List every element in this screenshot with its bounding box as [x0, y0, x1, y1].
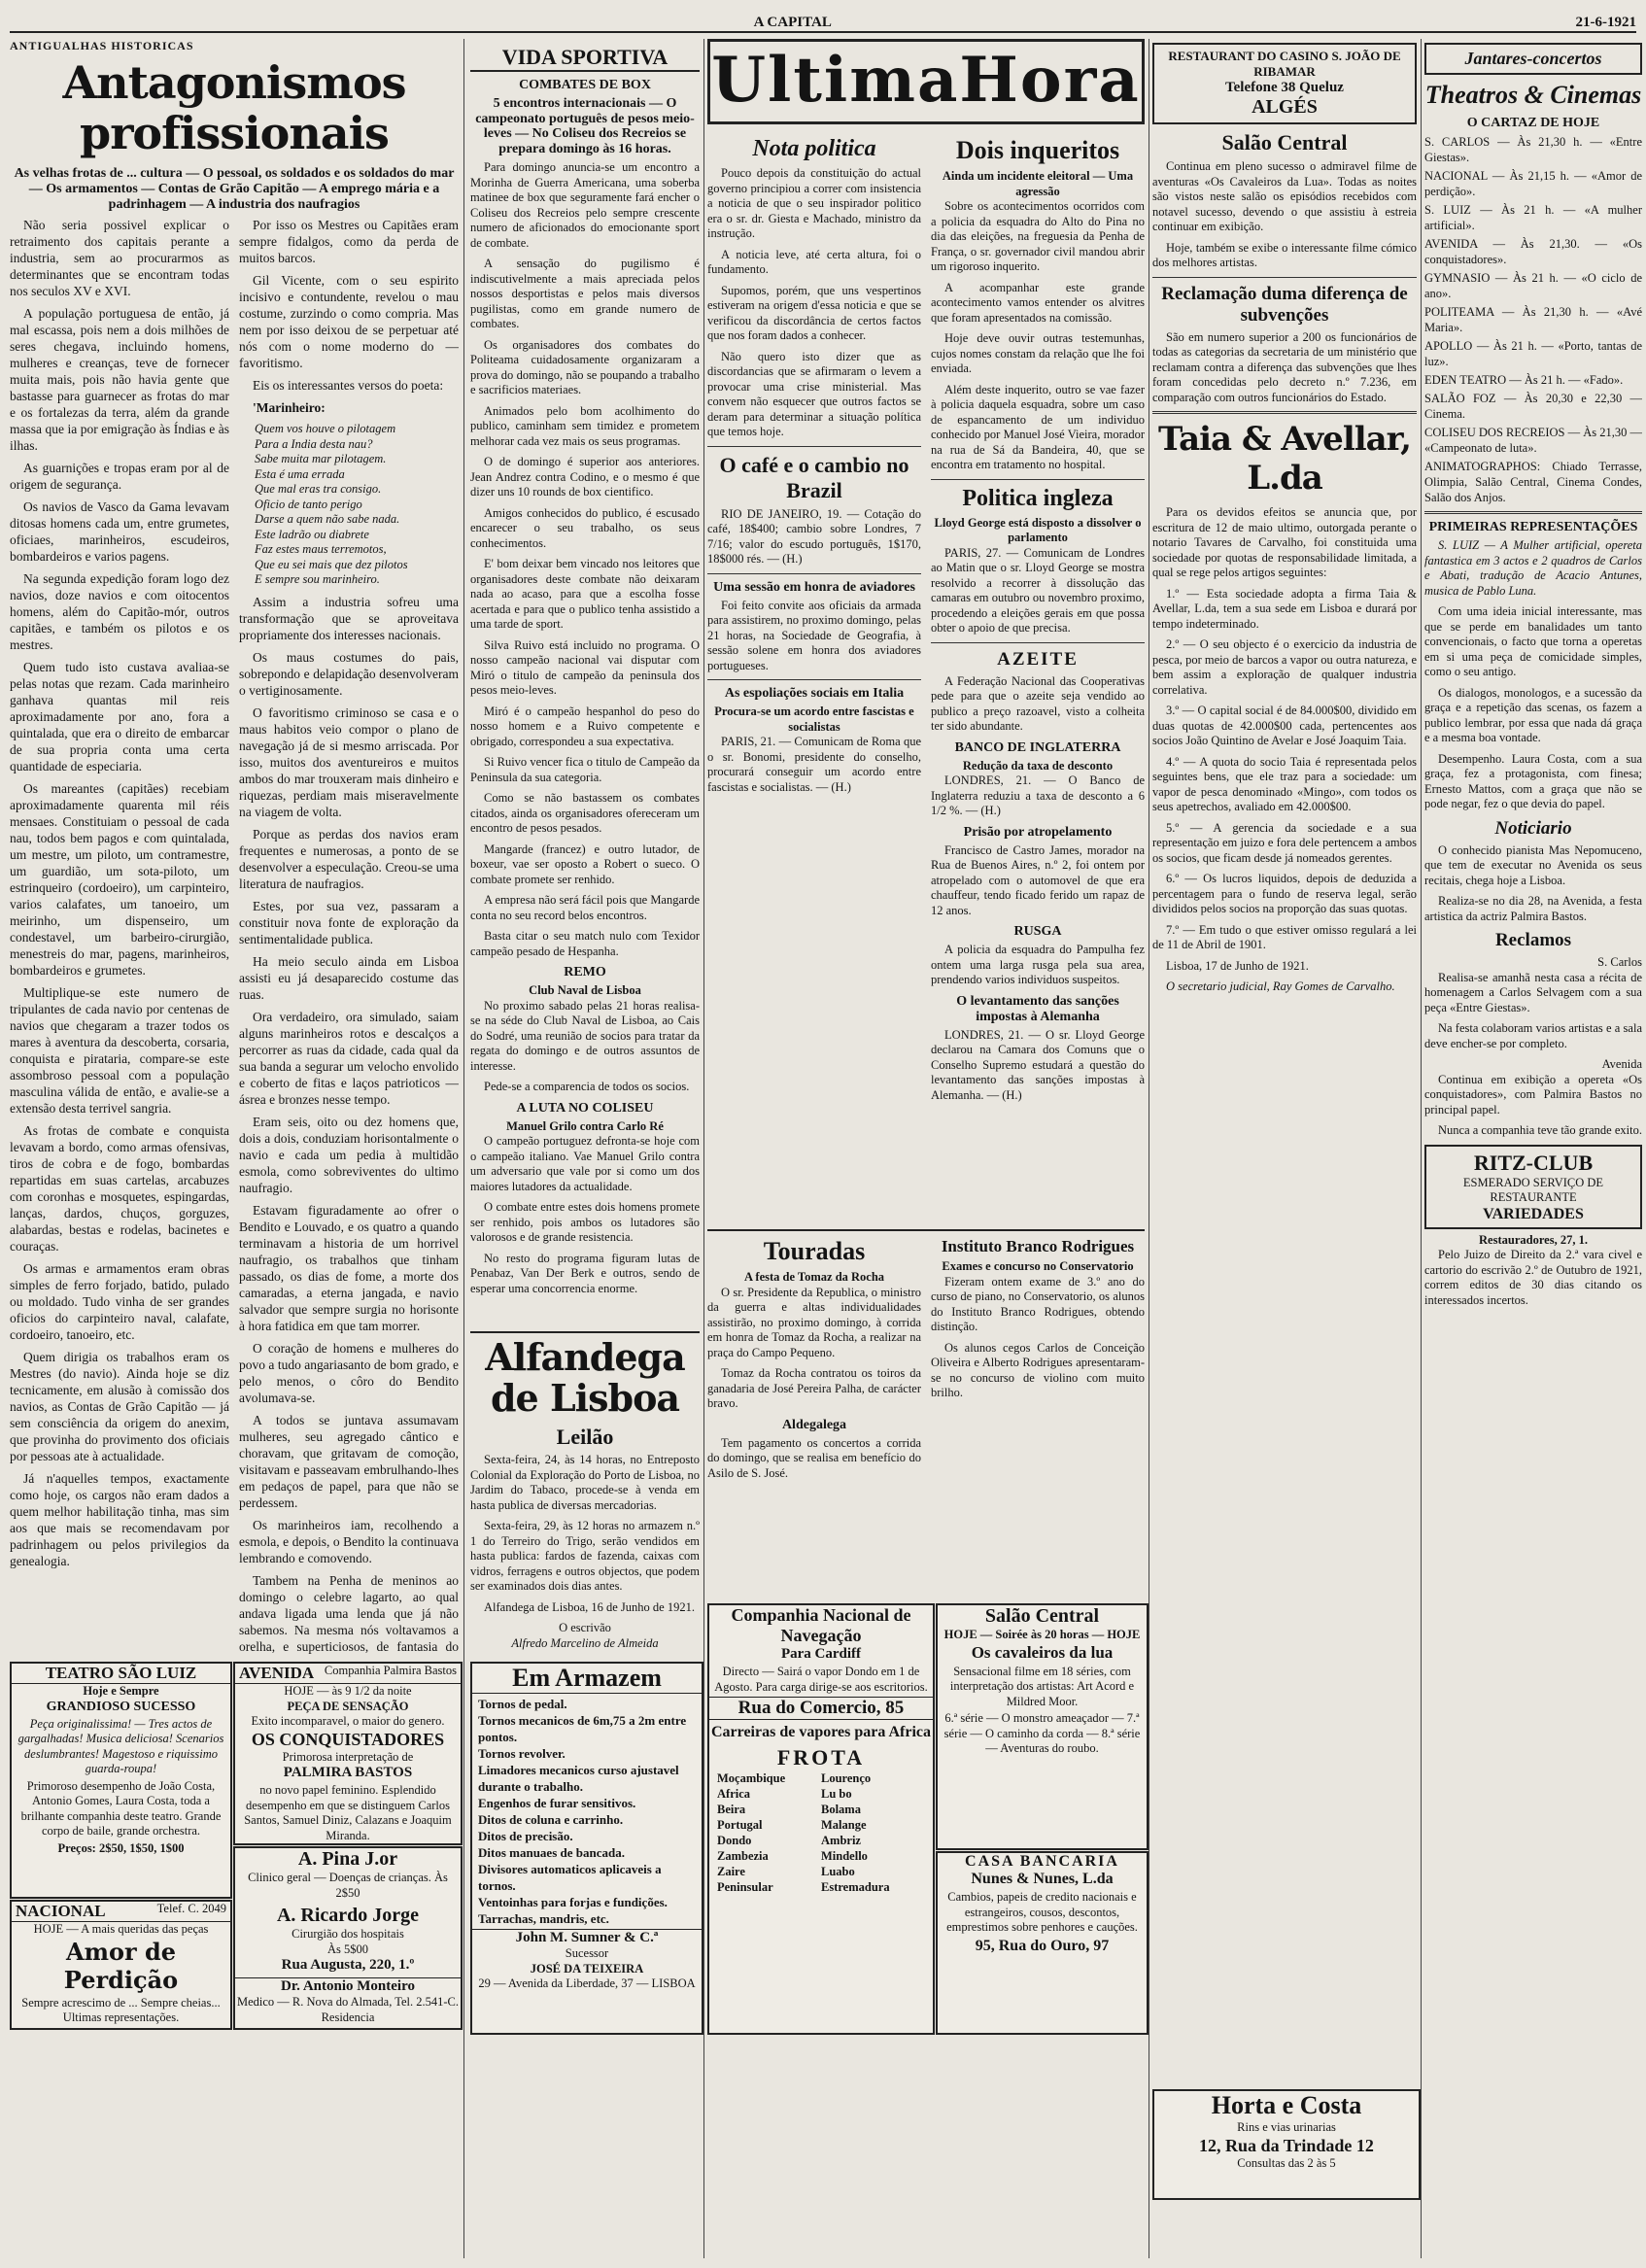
ad-hours: Consultas das 2 às 5	[1237, 2155, 1336, 2170]
headline: Reclamos	[1494, 930, 1572, 950]
paragraph: 2.º — O seu objecto é o exercicio da industria de pesca, por meio de barcos a vapor ou outra natureza, e bem assim a exploração de qualquer industria correlativa.	[1152, 637, 1417, 697]
armazem-ad	[470, 1662, 703, 2035]
subheadline: Ainda um incidente eleitoral — Uma agressão	[942, 169, 1134, 198]
subheadline: Manuel Grilo contra Carlo Ré	[506, 1118, 664, 1133]
headline: AZEITE	[997, 648, 1079, 670]
paragraph: RIO DE JANEIRO, 19. — Cotação do café, 18$400; cambio sobre Londres, 7 7/16; valor do escudo português, 1$170, 18$000 rés. — (H.)	[707, 506, 921, 566]
alfandega-notice	[470, 1331, 700, 1654]
headline: A LUTA NO COLISEU	[516, 1100, 654, 1116]
paragraph: Lisboa, 17 de Junho de 1921.	[1166, 958, 1309, 973]
paragraph: Para os devidos efeitos se anuncia que, por escritura de 12 de maio ultimo, outorgada perante o notario Tavares de Carvalho, foi constituida uma sociedade por quotas de responsabilidade limitada, a qual se rege pelos artigos seguintes:	[1152, 505, 1417, 579]
ad-title: AVENIDA	[239, 1664, 315, 1682]
verse-title: 'Marinheiro:	[253, 400, 326, 415]
paragraph: Pelo Juizo de Direito da 2.ª vara civel e cartorio do escrivão 2.º de Outubro de 1921, correm editos de 30 dias citando os interessados incertos.	[1424, 1248, 1642, 1307]
paragraph: Porque as perdas dos navios eram frequentes e numerosas, a ponto de se desenvolver a especulação. Creou-se uma literatura de naufragios.	[239, 826, 459, 891]
ship-name: Portugal	[717, 1818, 763, 1832]
ship-name: Estremadura	[821, 1880, 890, 1894]
navegacao-ad	[707, 1603, 935, 2035]
listing-item: POLITEAMA — Às 21,30 h. — «Avé Maria».	[1424, 305, 1642, 334]
ship-name: Zambezia	[717, 1849, 769, 1863]
paragraph: 5.º — A gerencia da sociedade e a sua representação em juizo e fora dele pertencem a ambos os socios, que ficam desde já nomeados gerentes.	[1152, 820, 1417, 865]
listing-item: S. CARLOS — Às 21,30 h. — «Entre Giestas».	[1424, 135, 1642, 164]
ship-name: Mindello	[821, 1849, 868, 1863]
stock-item: Ditos de coluna e carrinho.	[478, 1812, 624, 1827]
doctor-name: Dr. Antonio Monteiro	[235, 1977, 461, 1995]
paragraph: O favoritismo criminoso se casa e o maus habitos veio compor o plano de navegação já de si mesmo arriscada. Por isso, muitos dos aventureiros e muitos ambos do mar trouxeram mais dinheiro e riquezas, perdiam mais miseravelmente na viagem de volta.	[239, 704, 459, 819]
ship-name: Malange	[821, 1818, 867, 1832]
listing-item: APOLLO — Às 21 h. — «Porto, tantas de luz».	[1424, 339, 1642, 368]
casino-ad	[1152, 43, 1417, 124]
headline: Aldegalega	[781, 1417, 847, 1432]
ad-title: Em Armazem	[472, 1664, 702, 1694]
ad-text: Cambios, papeis de credito nacionais e estrangeiros, cousos, descontos, emprestimos sobre penhores e cauções.	[946, 1890, 1138, 1934]
paragraph: Desempenho. Laura Costa, com a sua graça, fez a protagonista, com finesa; Ernesto Mattos, com a graça que não se pode negar, fez o que devia do papel.	[1424, 751, 1642, 810]
ship-name: Dondo	[717, 1834, 752, 1847]
masthead-date: 21-6-1921	[1575, 15, 1636, 30]
nacional-ad	[10, 1900, 232, 2030]
paragraph: Não seria possivel explicar o retraimento dos capitais perante a industria, sem ao procurarmos as determinantes que se encontram todas nos seculos XV e XVI.	[10, 218, 229, 298]
paragraph: Com uma ideia inicial interessante, mas que se perde em banalidades um tanto convencionais, o facto que torna a operetas em si uma peça de comicidade simples, como o seu antigo.	[1424, 604, 1642, 678]
paragraph: LONDRES, 21. — O Banco de Inglaterra reduziu a taxa de desconto a 6 1/2 %. — (H.)	[931, 773, 1145, 817]
masthead-title: A CAPITAL	[753, 15, 832, 30]
headline: Dois inqueritos	[955, 136, 1120, 164]
listing-item: AVENIDA — Às 21,30. — «Os conquistadores».	[1424, 237, 1642, 266]
ad-show: Os cavaleiros da lua	[971, 1642, 1114, 1662]
ad-text: Primoroso desempenho de João Costa, Antonio Gomes, Laura Costa, toda a brilhante companhia deste teatro. Grande corpo de baile, grande orchestra.	[20, 1778, 222, 1838]
stock-item: Limadores mecanicos curso ajustavel durante o trabalho.	[478, 1763, 679, 1794]
paragraph: Pede-se a comparencia de todos os socios.	[484, 1080, 690, 1093]
subheadline: A festa de Tomaz da Rocha	[743, 1270, 885, 1284]
headline: O café e o cambio no Brazil	[719, 452, 909, 502]
doctors-ad	[233, 1846, 463, 2030]
sport-section	[470, 39, 700, 1458]
ultima-hora-section	[707, 39, 1145, 1224]
headline: COMBATES DE BOX	[519, 78, 651, 92]
ship-name: Africa	[717, 1787, 751, 1801]
column-four	[1152, 39, 1417, 2245]
headline: Touradas	[763, 1237, 866, 1265]
ad-text: Sempre acrescimo de ... Sempre cheias... Ultimas representações.	[21, 1995, 221, 2024]
ad-line: Exito incomparavel, o maior do genero.	[251, 1714, 445, 1728]
listing-item: S. LUIZ — Às 21 h. — «A mulher artificial».	[1424, 203, 1642, 232]
paragraph: Estavam figuradamente ao ofrer o Bendito e Louvado, e os quatro a quando terminavam a historia de um horrivel naufragio, os trabalhos que tinham passado, os dias de fome, a morte dos camaradas, a eterna jangada, e navio salvador que sempre surgia no horisonte à hora fatidica em que tam morrer.	[239, 1202, 459, 1333]
paragraph: Animados pelo bom acolhimento do publico, caminham sem timidez e prometem melhorar cada vez mais os seus programas.	[470, 403, 700, 448]
ad-firm: John M. Sumner & C.ª	[472, 1929, 702, 1946]
paragraph: O coração de homens e mulheres do povo a tudo angariasanto de bom grado, e pelo menos, o côro do Bendito avolumava-se.	[239, 1340, 459, 1405]
paragraph: 3.º — O capital social é de 84.000$00, dividido em duas quotas de 42.000$00 cada, pertencentes aos socios João Quintino de Avelar e José Joaquim Taia.	[1152, 704, 1417, 747]
stock-item: Tarrachas, mandris, etc.	[478, 1911, 609, 1926]
section-subtitle: O CARTAZ DE HOJE	[1466, 116, 1600, 130]
doctor-info: Clinico geral — Doenças de crianças. Às 2$50	[248, 1871, 448, 1900]
ad-line: HOJE — Soirée às 20 horas — HOJE	[943, 1628, 1141, 1641]
paragraph: Como se não bastassem os combates citados, ainda os organisadores ofereceram um encontro de pesos pesados.	[470, 791, 700, 835]
paragraph: O campeão portuguez defronta-se hoje com o campeão italiano. Vae Manuel Grilo contra um adversario que vale por si como um dos maiores lutadores da actualidade.	[470, 1134, 700, 1193]
paragraph: 1.º — Esta sociedade adopta a firma Taia & Avellar, L.da, tem a sua sede em Lisboa e durará por tempo indeterminado.	[1152, 586, 1417, 631]
headline: As espoliações sociais em Italia	[724, 686, 905, 701]
ad-lines: Carreiras de vapores para Africa	[710, 1724, 932, 1740]
ad-desc: Peça originalissima! — Tres actos de gargalhadas! Musica deliciosa! Scenarios deslumbrantes! Magestoso e riquissimo guarda-roupa!	[17, 1716, 224, 1775]
paragraph: E' bom deixar bem vincado nos leitores que organisadores deste combate não deixaram nada ao acaso, para que a escolha fosse acertada e para que o publico tenha assistido a uma tarde de sport.	[470, 557, 700, 631]
listing-item: ANIMATOGRAPHOS: Chiado Terrasse, Olimpia, Salão Central, Cinema Condes, Salão dos Anjos.	[1424, 460, 1642, 504]
ad-title: TEATRO SÃO LUIZ	[12, 1664, 230, 1684]
frota-table	[709, 1770, 933, 1895]
paragraph: 4.º — A quota do socio Taia é representada pelos seguintes bens, que ele traz para a sociedade: um vapor de pesca denominado «Mingo», com todos os seus apetrechos, avaliado em 42.000$00.	[1152, 754, 1417, 813]
ad-title: RESTAURANT DO CASINO S. JOÃO DE RIBAMAR	[1168, 49, 1401, 79]
paragraph: As guarnições e tropas eram por al de origem de segurança.	[10, 461, 229, 492]
subheadline: S. Carlos	[1597, 955, 1642, 969]
listing-item: GYMNASIO — Às 21 h. — «O ciclo de ano».	[1424, 271, 1642, 300]
headline: Uma sessão em honra de aviadores	[713, 579, 915, 595]
stock-item: Tornos revolver.	[478, 1746, 566, 1761]
headline: Politica ingleza	[962, 485, 1114, 511]
paragraph: Quem tudo isto custava avaliaa-se pelas notas que rezam. Cada marinheiro ganhava quantas mil reis aproximadamente por ano, fora a quintalada, que era o direito de embarcar de sua propria conta uma certa quantidade de especiaria.	[10, 660, 229, 773]
ad-text: Directo — Sairá o vapor Dondo em 1 de Agosto. Para carga dirige-se aos escritorios.	[714, 1665, 928, 1694]
notice-date: Alfandega de Lisboa, 16 de Junho de 1921.	[484, 1599, 695, 1614]
paragraph: Realisa-se amanhã nesta casa a récita de homenagem a Carlos Selvagem com a sua peça «Entre Giestas».	[1424, 970, 1642, 1014]
section-title: VIDA SPORTIVA	[470, 45, 700, 72]
paragraph: Continua em exibição a opereta «Os conquistadores», com Palmira Bastos no principal papel.	[1424, 1072, 1642, 1117]
stock-item: Tornos mecanicos de 6m,75 a 2m entre pontos.	[478, 1713, 687, 1744]
ad-title: Companhia Nacional de Navegação	[731, 1605, 911, 1645]
ad-show: Amor de Perdição	[63, 1937, 179, 1994]
ad-today: HOJE — às 9 1/2 da noite	[284, 1684, 412, 1698]
paragraph: Eis os interessantes versos do poeta:	[253, 378, 444, 393]
paragraph: Os dialogos, monologos, e a sucessão da graça e a repetição das scenas, os fazem a publico lembrar, por essa que nada dá graça e a mesma boa vontade.	[1424, 685, 1642, 744]
ad-line: VARIEDADES	[1483, 1205, 1584, 1222]
paragraph: Os mareantes (capitães) recebiam aproximadamente quarenta mil réis mensaes. Constituiam o pessoal de cada nau, todos bem pagos e com quintalada, um mestre, um piloto, um contramestre, um guardião, um sota-piloto, um estrinqueiro (cordoeiro), um carpinteiro, varios calafates, um tanoeiro, um meirinho, um dispenseiro, um condestavel, um barbeiro-cirurgião, menestreis do mar, pagens, marinheiros, bombardeiros e grumetes.	[10, 781, 229, 978]
doctor-info: Cirurgião dos hospitais	[291, 1927, 404, 1941]
paragraph: Já n'aquelles tempos, exactamente como hoje, os cargos não eram dados a quem melhor habilitação tinha, mas sim aos que mais se recomendavam por padrinhagem ou pelos privilegios da genealogia.	[10, 1471, 229, 1568]
doctor-address: Rua Augusta, 220, 1.º	[281, 1957, 415, 1973]
headline: Noticiario	[1494, 817, 1572, 839]
paragraph: São em numero superior a 200 os funcionários de todas as categorias da secretaria de um ministério que reclamam contra a diferença das subvenções que lhes foram concedidas pelo decreto n.º 7.236, em comparação com outros funcionários do Estado.	[1152, 329, 1417, 404]
stock-item: Divisores automaticos aplicaveis a tornos.	[478, 1862, 662, 1893]
listing-item: COLISEU DOS RECREIOS — Às 21,30 — «Campeonato de luta».	[1424, 426, 1642, 455]
paragraph: Amigos conhecidos do publico, é escusado encarecer o seu trabalho, os seus conhecimentos.	[470, 505, 700, 550]
notice-subtitle: Leilão	[556, 1425, 614, 1449]
article-subtitle: As velhas frotas de ... cultura — O pessoal, os soldados e os soldados do mar — Os armamentos — Contas de Grão Capitão — A emprego mária e a padrinhagem — A industria dos naufragios	[14, 166, 455, 212]
paragraph: Pouco depois da constituição do actual governo principiou a correr com insistencia a noticia de que o seu inspirador politico era o sr. dr. Giesta e Machado, ministro da instrução.	[707, 166, 921, 240]
casa-bancaria-ad	[936, 1851, 1149, 2035]
notice-title: Alfandega	[485, 1335, 685, 1379]
paragraph: Francisco de Castro James, morador na Rua de Buenos Aires, n.º 2, foi ontem por atropelado com o automovel de que era chauffeur, tendo ficado ferido um rapaz de 12 anos.	[931, 842, 1145, 917]
headline: BANCO DE INGLATERRA	[954, 739, 1121, 755]
paragraph: 6.º — Os lucros liquidos, depois de deduzida a percentagem para o fundo de reserva legal, serão divididos pelos socios na proporção das suas quotas.	[1152, 872, 1417, 915]
paragraph: O conhecido pianista Mas Nepomuceno, que tem de executar no Avenida os seus recitais, chega hoje a Lisboa.	[1424, 842, 1642, 887]
paragraph: PARIS, 27. — Comunicam de Londres ao Matin que o sr. Lloyd George se mostra resolvido a recorrer à dissolução das camaras em outubro ou novembro proximo, procedendo a eleições gerais em que possa obter o apoio de que precisa.	[931, 545, 1145, 635]
paragraph: Ora verdadeiro, ora simulado, saiam alguns marinheiros rotos e descalços a percorrer as ruas da cidade, cada qual da sua banda a segurar um velocho envolido e coberto de fitas e laços patrioticos — ásrea e bronzes nesse tempo.	[239, 1009, 459, 1107]
ad-title: Salão Central	[984, 1605, 1100, 1627]
ship-name: Beira	[717, 1803, 746, 1816]
headline: Reclamação duma diferença de subvenções	[1161, 283, 1408, 326]
doctor-info: Às 5$00	[326, 1942, 369, 1956]
subheadline: 5 encontros internacionais — O campeonato português de pesos meio-leves — No Coliseu dos Recreios se prepara domingo às 16 horas.	[475, 96, 695, 156]
ship-name: Zaire	[717, 1865, 745, 1878]
article-kicker: ANTIGUALHAS HISTORICAS	[10, 39, 194, 52]
paragraph: Multiplique-se este numero de tripulantes de cada navio por centenas de navios que chegaram a trazer todos os mares à aventura da descoberta, corsaria, conquista e pirataria, compare-se este assombroso pessoal com a população masculina válida de então, e avalie-se a extensão desta terrivel sangria.	[10, 985, 229, 1116]
ship-name: Peninsular	[717, 1880, 773, 1894]
ship-name: Lu bo	[821, 1787, 852, 1801]
ad-sub: ESMERADO SERVIÇO DE RESTAURANTE	[1462, 1175, 1604, 1204]
stock-item: Engenhos de furar sensitivos.	[478, 1796, 636, 1810]
ad-name: Nunes & Nunes, L.da	[971, 1871, 1114, 1887]
paragraph: A acompanhar este grande acontecimento vamos entender os alvitres que foram apresentados na comissão.	[931, 280, 1145, 325]
ad-today: HOJE — A mais queridas das peças	[33, 1922, 209, 1936]
masthead-line	[10, 6, 1636, 33]
paragraph: Basta citar o seu match nulo com Texidor campeão pesado de Hespanha.	[470, 929, 700, 958]
paragraph: Supomos, porém, que uns vespertinos estiveram na origem d'essa noticia e que se verificou da discordância de certos factos que nos foram dados a conhecer.	[707, 283, 921, 342]
paragraph: A policia da esquadra do Pampulha fez ontem uma larga rusga pela sua area, prendendo varios individuos suspeitos.	[931, 943, 1145, 986]
paragraph: Não quero isto dizer que as discordancias que se afirmaram o levem a provocar uma crise ministerial. Mas convem não esquecer que outros factos se deram para determinar a situação política que temos hoje.	[707, 349, 921, 438]
paragraph: 7.º — Em tudo o que estiver omisso regulará a lei de 11 de Abril de 1901.	[1152, 922, 1417, 951]
subheadline: Lloyd George está disposto a dissolver o parlamento	[934, 515, 1142, 544]
paragraph: Os organisadores dos combates do Politeama cuidadosamente organizaram a prova do domingo, não se poupando a trabalho e sacrificios materiaes.	[470, 337, 700, 396]
column-rule	[703, 39, 704, 2258]
ad-star: PALMIRA BASTOS	[283, 1765, 413, 1780]
ad-prices: Preços: 2$50, 1$50, 1$00	[57, 1840, 185, 1855]
listing-item: SALÃO FOZ — Às 20,30 e 22,30 — Cinema.	[1424, 392, 1642, 421]
ad-address: 29 — Avenida da Liberdade, 37 — LISBOA	[478, 1976, 696, 1990]
listing-item: EDEN TEATRO — Às 21 h. — «Fado».	[1424, 373, 1624, 387]
ad-title: NACIONAL	[16, 1902, 106, 1920]
headline: O levantamento das sanções impostas à Alemanha	[956, 993, 1119, 1024]
paragraph: Tambem na Penha de meninos ao domingo o celebre lagarto, ao qual andava ligada uma lenda que já não sabemos. Na mesma nós voltavamos a orelha, e superticiosos, de fantasia do	[239, 1572, 459, 1654]
ad-sub: PEÇA DE SENSAÇÃO	[287, 1699, 409, 1713]
paragraph: Tem pagamento os concertos a corrida do domingo, que se realisa em benefício do Asilo de S. José.	[707, 1435, 921, 1480]
notice-signature: Alfredo Marcelino de Almeida	[511, 1635, 659, 1650]
sluiz-ad	[10, 1662, 232, 1899]
ad-sub: Hoje e Sempre	[83, 1684, 159, 1698]
ad-phone: Telef. C. 2049	[156, 1902, 226, 1915]
paragraph: As frotas de combate e conquista levavam a bordo, como armas ofensivas, tiros de cobra e de fogo, bombardas repartidas em suas cartelas, arcabuzes com coronhas e mosquetes, espingardas, lanças, dardos, chuços, gorguzes, alabardas, bestas e rodelas, bacinetes e couraças.	[10, 1123, 229, 1254]
ship-name: Bolama	[821, 1803, 861, 1816]
paragraph: Os marinheiros iam, recolhendo a esmola, e depois, o Bendito la continuava lembrando e comovendo.	[239, 1517, 459, 1565]
paragraph: Mangarde (francez) e outro lutador, de boxeur, vae ser oposto a Robert o sueco. O combate promete ser renhido.	[470, 842, 700, 886]
paragraph: Eram seis, oito ou dez homens que, dois a dois, conduziam horisontalmente o navio e cada um pedia à multidão esmola, como sobreviventes do ultimo naufragio.	[239, 1114, 459, 1195]
paragraph: Os armas e armamentos eram obras simples de ferro forjado, batido, pulado ou moldado. Tudo vinha de ser grandes oficios do carpinteiro naval, calafate, cordoeiro, tanoeiro, etc.	[10, 1261, 229, 1342]
subheadline: Redução da taxa de desconto	[962, 758, 1114, 773]
paragraph: A sensação do pugilismo é indiscutivelmente a mais apreciada pelos nossos desportistas e pelos mais diversos pugilistas, como em grande numero de combates.	[470, 257, 700, 330]
frota-title: FROTA	[776, 1745, 866, 1770]
paragraph: Sexta-feira, 29, às 12 horas no armazem n.º 1 do Terreiro do Trigo, serão vendidos em hasta publica: fardos de fazenda, caixas com vidros, ferragens e outros objectos, que podem ser examinados dois dias antes.	[470, 1519, 700, 1593]
armazem-items	[472, 1694, 702, 1929]
headline: Prisão por atropelamento	[963, 824, 1113, 840]
column-rule	[1421, 39, 1422, 2258]
headline: Salão Central	[1221, 130, 1348, 155]
paragraph: Fizeram ontem exame de 3.º ano do curso de piano, no Conservatorio, os alunos do Instituto Branco Rodrigues, obtendo distinção.	[931, 1274, 1145, 1333]
ship-name: Moçambique	[717, 1771, 786, 1785]
paragraph: Quem dirigia os trabalhos eram os Mestres (do navio). Ainda hoje se diz tecnicamente, em alusão à comissão dos navios, as Contas de Grão Capitão — já sem consciência da origem do anexim, que provinha do provimento dos oficiais por pessoas ate à actualidade.	[10, 1350, 229, 1463]
ad-company: Companhia Palmira Bastos	[324, 1664, 457, 1677]
paragraph: A Federação Nacional das Cooperativas pede para que o azeite seja vendido ao publico a preço razoavel, visto a colheita ter sido abundante.	[931, 673, 1145, 733]
notice-role: O escrivão	[559, 1621, 611, 1634]
ad-name: JOSÉ DA TEIXEIRA	[530, 1961, 644, 1976]
lower-news	[707, 1229, 1145, 1600]
ad-text: no novo papel feminino. Esplendido desempenho em que se distinguem Carlos Santos, Samuel Diniz, Calazans e Joaquim Miranda.	[244, 1783, 452, 1842]
ad-address: 95, Rua do Ouro, 97	[975, 1937, 1110, 1954]
headline: Instituto Branco Rodrigues	[941, 1237, 1135, 1255]
paragraph: Na segunda expedição foram logo dez navios, doze navios e com oitocentos homens, além do Capitão-mór, outros capitães, e também os pilotos e os mestres.	[10, 571, 229, 652]
ship-name: Lourenço	[821, 1771, 872, 1785]
ad-show: OS CONQUISTADORES	[251, 1729, 445, 1749]
subheadline: S. LUIZ — A Mulher artificial, opereta fantastica em 3 actos e 2 quadros de Carlos e Abati, tradução de Acacio Antunes, musica de Pablo Luna.	[1424, 538, 1642, 598]
paragraph: Por isso os Mestres ou Capitães eram sempre fidalgos, como da perda de muitos barcos.	[239, 218, 459, 265]
company-title: Taia & Avellar, L.da	[1158, 420, 1411, 498]
paragraph: Tomaz da Rocha contratou os toiros da ganadaria de José Pereira Palha, de carácter bravo.	[707, 1366, 921, 1410]
article-title: Antagonismos profissionais	[62, 56, 406, 159]
paragraph: Estes, por sua vez, passaram a constituir nova fonte de exploração da sentimentalidade publica.	[239, 898, 459, 946]
paragraph: Os navios de Vasco da Gama levavam ditosas homens cada um, entre grumetes, oficiaes, marinheiros, escudeiros, bombardeiros e varios pagens.	[10, 499, 229, 564]
paragraph: Miró é o campeão hespanhol do peso do nosso homem e a Ruivo competente e obrigado, correspondeu a sua expectativa.	[470, 704, 700, 748]
ad-text: Sensacional filme em 18 séries, com interpretação dos artistas: Art Acord e Mildred Moor.	[949, 1664, 1135, 1708]
doctor-info: Medico — R. Nova do Almada, Tel. 2.541-C. Residencia	[236, 1995, 460, 2024]
ad-title: RITZ-CLUB	[1473, 1150, 1594, 1175]
ship-name: Luabo	[821, 1865, 855, 1878]
column-five	[1424, 39, 1642, 2245]
subheadline: Procura-se um acordo entre fascistas e socialistas	[714, 704, 914, 734]
ad-sub: Rins e vias urinarias	[1237, 2120, 1336, 2134]
paragraph: Continua em pleno sucesso o admiravel filme de aventuras «Os Cavaleiros da Lua». Todas as noites são vistos neste salão os episódios recebidos com notavel sucesso, devendo o que assistiu à estreia continuar em exibição.	[1152, 159, 1417, 233]
paragraph: Hoje deve ouvir outras testemunhas, cujos nomes constam da relação que lhe foi enviada.	[931, 331, 1145, 375]
paragraph: Os alunos cegos Carlos de Conceição Oliveira e Alberto Rodrigues apresentaram-se no concurso de violino com muito brilho.	[931, 1340, 1145, 1399]
ship-name: Ambriz	[821, 1834, 861, 1847]
algés-ad: Jantares-concertos	[1424, 43, 1642, 75]
headline: RUSGA	[1013, 924, 1062, 939]
ad-title: CASA BANCARIA	[965, 1853, 1119, 1870]
paragraph: A todos se juntava assumavam mulheres, seu agregado cântico e choravam, que gritavam de comoção, visitavam e passeavam embrulhando-lhes em pedaços de papel, para que não se perdessem.	[239, 1412, 459, 1510]
ad-hit: GRANDIOSO SUCESSO	[46, 1699, 196, 1714]
subheadline: Avenida	[1601, 1057, 1642, 1071]
paragraph: Si Ruivo vencer fica o titulo de Campeão da Peninsula da sua categoria.	[470, 755, 700, 784]
paragraph: No proximo sabado pelas 21 horas realisa-se na séde do Club Naval de Lisboa, ao Cais do Sodré, uma reunião de socios para tratar da regata do domingo e de outros assuntos de interesse.	[470, 998, 700, 1073]
ad-text: 6.ª série — O monstro ameaçador — 7.ª série — O caminho da corda — 8.ª série — Aventuras do roubo.	[943, 1711, 1141, 1755]
ultima-hora-banner: UltimaHora	[707, 39, 1145, 124]
paragraph: Os maus costumes do pais, sobrepondo e delapidação desenvolveram o vertiginosamente.	[239, 649, 459, 698]
paragraph: O de domingo é superior aos anteriores. Jean Andrez contra Codino, e o mesmo é que dizer uns 10 rounds de box cientifico.	[470, 455, 700, 498]
paragraph: A empresa não será fácil pois que Mangarde conta no seu record belos encontros.	[470, 893, 700, 922]
headline: Nota politica	[752, 136, 876, 161]
section-title: Theatros & Cinemas	[1424, 81, 1642, 109]
paragraph: Hoje, também se exibe o interessante filme cómico dos melhores artistas.	[1152, 240, 1417, 269]
stock-item: Tornos de pedal.	[478, 1697, 567, 1711]
subheadline: Exames e concurso no Conservatorio	[942, 1259, 1134, 1273]
column-rule	[463, 39, 464, 2258]
paragraph: Realiza-se no dia 28, na Avenida, a festa artistica da actriz Palmira Bastos.	[1424, 894, 1642, 923]
paragraph: Sexta-feira, 24, às 14 horas, no Entreposto Colonial da Exploração do Porto de Lisboa, no Jardim do Tabaco, procede-se à venda em hasta publica de diversas mercadorias.	[470, 1453, 700, 1512]
address-line: Restauradores, 27, 1.	[1479, 1232, 1588, 1247]
doctor-name: A. Ricardo Jorge	[276, 1905, 420, 1926]
paragraph: Além deste inquerito, outro se vae fazer à policia daquela esquadra, sobre um caso de espancamento de um individuo conhecido por Manuel José Vieira, morador na rua de Sá da Bandeira, 40, que se encontra em tratamento no hospital.	[931, 382, 1145, 471]
notice-title: de Lisboa	[490, 1376, 680, 1420]
headline: REMO	[564, 965, 606, 979]
ad-lead: Primorosa interpretação de	[282, 1749, 414, 1764]
paragraph: Na festa colaboram varios artistas e a sala deve encher-se por completo.	[1424, 1021, 1642, 1050]
horta-costa-ad	[1152, 2089, 1421, 2200]
paragraph: Gil Vicente, com o seu espirito incisivo e contundente, revelou o mau costume, zurzindo o como compria. Mas nem por isso deixou de se perpetuar até nós com o nome moderno do — favoritismo.	[239, 273, 459, 370]
verse: Quem vos houve o pilotagem Para a India desta nau? Sabe muita mar pilotagem. Esta é uma errada Que mal eras tra consigo. Oficio de tanto perigo Darse a quem não sabe nada. Este ladrão ou diabrete Faz estes maus terremotos, Que eu sei mais que dez pilotos E sempre sou marinheiro.	[255, 422, 408, 586]
paragraph: Sobre os acontecimentos ocorridos com a policia da esquadra do Alto do Pina no dia das eleições, na freguesia da Penha de França, o sr. governador civil mandou abrir um rigoroso inquerito.	[931, 199, 1145, 273]
listing-item: NACIONAL — Às 21,15 h. — «Amor de perdição».	[1424, 169, 1642, 198]
paragraph: No resto do programa figuram lutas de Penabaz, Van Der Berk e outros, sendo de esperar uma concorrencia enorme.	[470, 1251, 700, 1295]
ad-title: Horta e Costa	[1211, 2091, 1362, 2119]
paragraph: O combate entre estes dois homens promete ser renhido, pois ambos os lutadores são valorosos e de grande resistencia.	[470, 1200, 700, 1244]
paragraph: O sr. Presidente da Republica, o ministro da guerra e altas individualidades assistirão, no proximo domingo, à corrida em honra de Tomaz da Rocha, a realizar na praça do Campo Pequeno.	[707, 1285, 921, 1359]
paragraph: A noticia leve, até certa altura, foi o fundamento.	[707, 247, 921, 276]
article-antagonismos	[10, 39, 459, 1657]
ad-place: ALGÉS	[1252, 96, 1318, 118]
stock-item: Ditos manuaes de bancada.	[478, 1845, 625, 1860]
paragraph: LONDRES, 21. — O sr. Lloyd George declarou na Camara dos Comuns que o Conselho Supremo estudará a questão do levantamento das sanções impostas à Alemanha. — (H.)	[931, 1027, 1145, 1102]
salao-central-ad	[936, 1603, 1149, 1850]
paragraph: Silva Ruivo está incluido no programa. O nosso campeão nacional vai disputar com Miró o titulo de campeão da peninsula dos pesos meio-leves.	[470, 637, 700, 697]
paragraph: A população portuguesa de então, já mal escassa, pois nem a dois milhões de seres chegava, incluindo homens, mulheres e creanças, teve de fornecer muita mais, pois não havia gente que bastasse para guarnecer as frotas do mar e os fortalezas da terra, além da grande massa que ia por emigração às Índias e às ilhas.	[10, 306, 229, 453]
paragraph: Foi feito convite aos oficiais da armada para assistirem, no proximo domingo, pelas 21 horas, na Sociedade de Geografia, à sessão solene em honra dos aviadores portugueses.	[707, 598, 921, 672]
ritz-ad	[1424, 1145, 1642, 1229]
paragraph: O secretario judicial, Ray Gomes de Carvalho.	[1166, 979, 1395, 993]
paragraph: Para domingo anuncia-se um encontro a Morinha de Guerra Americana, uma soberba matinee de box que seguramente fará encher o Coliseu dos Recreios pelo sempre crescente numero de aficionados do emocionante sport de combate.	[470, 160, 700, 250]
subheadline: Club Naval de Lisboa	[529, 983, 641, 997]
ad-sub: Para Cardiff	[780, 1646, 862, 1662]
ad-address: 12, Rua da Trindade 12	[1199, 2135, 1374, 2155]
headline: PRIMEIRAS REPRESENTAÇÕES	[1428, 520, 1638, 534]
ad-succ: Sucessor	[565, 1946, 609, 1960]
stock-item: Ditos de precisão.	[478, 1829, 573, 1843]
doctor-name: A. Pina J.or	[297, 1848, 398, 1870]
paragraph: Assim a industria sofreu uma transformação que se aproveitava propriamente dos interesses nacionais.	[239, 594, 459, 642]
ad-line: Telefone 38 Queluz	[1225, 80, 1344, 95]
ad-address: Rua do Comercio, 85	[709, 1697, 933, 1720]
avenida-ad	[233, 1662, 463, 1845]
theatre-listings	[1424, 134, 1642, 505]
stock-item: Ventoinhas para forjas e fundições.	[478, 1895, 668, 1909]
paragraph: Nunca a companhia teve tão grande exito.	[1438, 1123, 1642, 1137]
paragraph: PARIS, 21. — Comunicam de Roma que o sr. Bonomi, presidente do conselho, procurará conseguir um acordo entre fascistas e socialistas. — (H.)	[707, 735, 921, 794]
paragraph: Ha meio seculo ainda em Lisboa assisti eu já desaparecido costume das ruas.	[239, 953, 459, 1002]
